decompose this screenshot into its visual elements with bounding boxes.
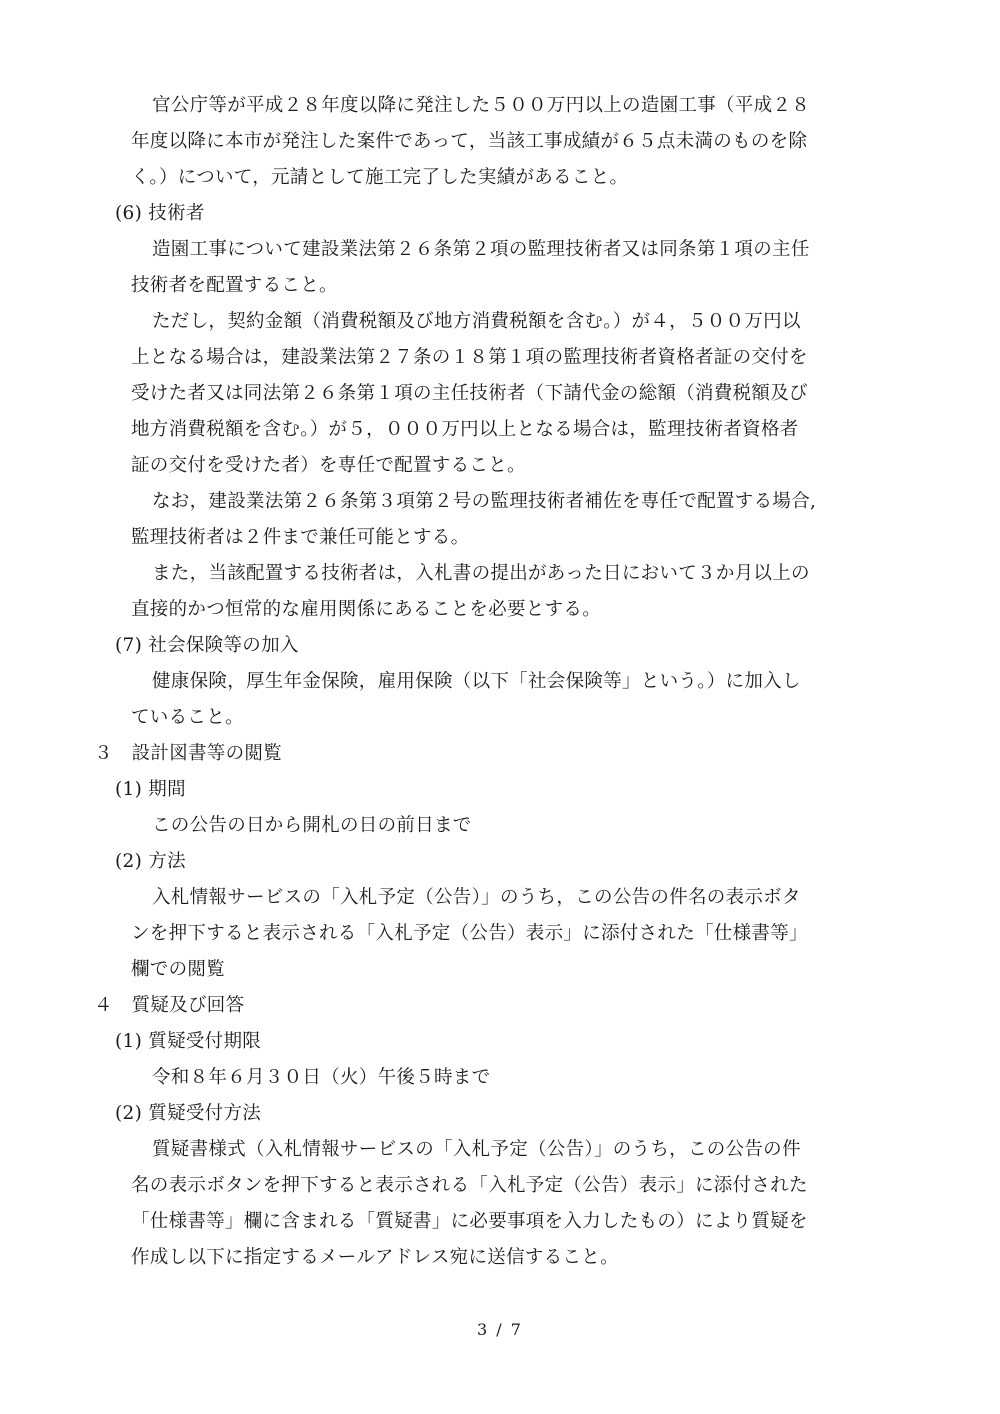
text-line: 年度以降に本市が発注した案件であって，当該工事成績が６５点未満のものを除 (131, 131, 808, 152)
text-line: 名の表示ボタンを押下すると表示される「入札予定（公告）表示」に添付された (131, 1175, 808, 1196)
text-line: 健康保険，厚生年金保険，雇用保険（以下「社会保険等」という。）に加入し (152, 671, 801, 692)
text-line: 「仕様書等」欄に含まれる「質疑書」に必要事項を入力したもの）により質疑を (131, 1211, 808, 1232)
section-heading: (2) 方法 (115, 851, 186, 872)
text-line: く。）について，元請として施工完了した実績があること。 (131, 167, 629, 188)
text-line: 作成し以下に指定するメールアドレス宛に送信すること。 (131, 1247, 619, 1268)
text-line: 受けた者又は同法第２６条第１項の主任技術者（下請代金の総額（消費税額及び (131, 383, 808, 404)
text-line: 証の交付を受けた者）を専任で配置すること。 (131, 455, 526, 476)
text-line: 地方消費税額を含む。）が５，０００万円以上となる場合は，監理技術者資格者 (131, 419, 799, 440)
text-line: 造園工事について建設業法第２６条第２項の監理技術者又は同条第１項の主任 (152, 239, 810, 260)
text-line: ンを押下すると表示される「入札予定（公告）表示」に添付された「仕様書等」 (131, 923, 808, 944)
text-line: 監理技術者は２件まで兼任可能とする。 (131, 527, 470, 548)
text-line: ただし，契約金額（消費税額及び地方消費税額を含む。）が４，５００万円以 (152, 311, 801, 332)
text-line: 質疑書様式（入札情報サービスの「入札予定（公告）」のうち，この公告の件 (152, 1139, 801, 1160)
text-line: 令和８年６月３０日（火）午後５時まで (152, 1067, 491, 1088)
text-line: ていること。 (131, 707, 244, 728)
text-line: 官公庁等が平成２８年度以降に発注した５００万円以上の造園工事（平成２８ (152, 95, 811, 116)
text-line: 入札情報サービスの「入札予定（公告）」のうち，この公告の件名の表示ボタ (152, 887, 801, 908)
text-line: この公告の日から開札の日の前日まで (152, 815, 472, 836)
section-heading: ４ 質疑及び回答 (94, 995, 245, 1016)
section-heading: (2) 質疑受付方法 (115, 1103, 262, 1124)
text-line: 技術者を配置すること。 (131, 275, 338, 296)
text-line: また，当該配置する技術者は，入札書の提出があった日において３か月以上の (152, 563, 810, 584)
section-heading: (7) 社会保険等の加入 (115, 635, 299, 656)
page-number: 3 / 7 (477, 1320, 523, 1339)
section-heading: (1) 期間 (115, 779, 186, 800)
text-line: 上となる場合は，建設業法第２７条の１８第１項の監理技術者資格者証の交付を (131, 347, 808, 368)
text-line: なお，建設業法第２６条第３項第２号の監理技術者補佐を専任で配置する場合, (152, 491, 817, 512)
section-heading: ３ 設計図書等の閲覧 (94, 743, 283, 764)
text-line: 欄での閲覧 (131, 959, 226, 980)
section-heading: (6) 技術者 (115, 203, 205, 224)
text-line: 直接的かつ恒常的な雇用関係にあることを必要とする。 (131, 599, 602, 620)
section-heading: (1) 質疑受付期限 (115, 1031, 262, 1052)
